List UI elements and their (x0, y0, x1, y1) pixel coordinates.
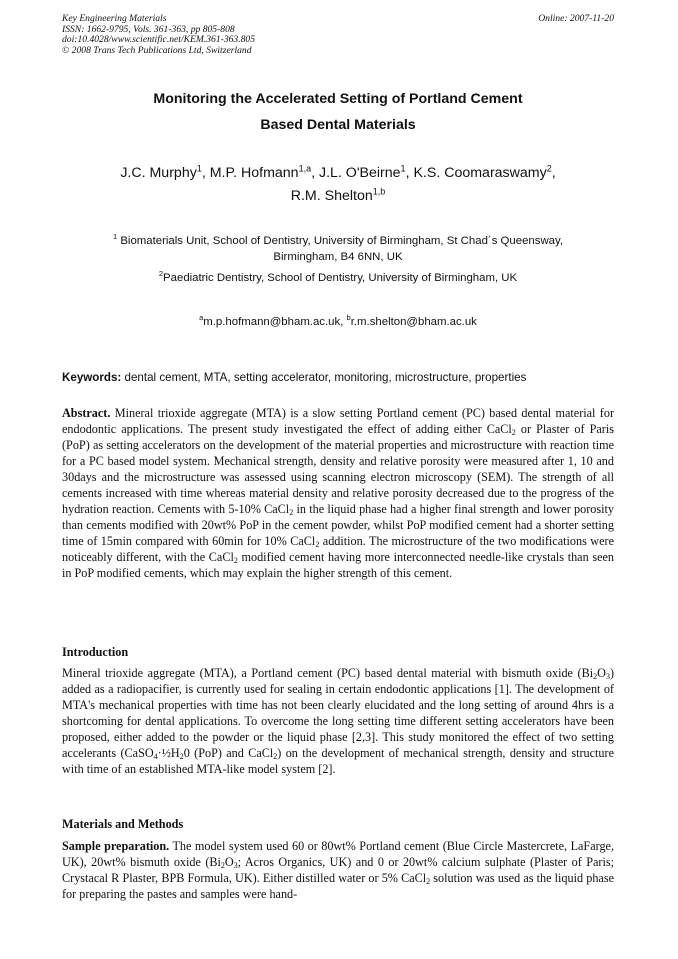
affiliation-1 (62, 233, 614, 265)
paper-title (62, 86, 614, 138)
subscript: 2 (289, 508, 294, 517)
subscript: 3 (233, 861, 238, 870)
title-line-2: Based Dental Materials (260, 117, 416, 133)
author-name: R.M. Shelton (290, 188, 373, 204)
materials-text: O (224, 855, 234, 869)
author-sup: 1 (196, 163, 202, 174)
subscript: 2 (179, 752, 184, 761)
subscript: 2 (511, 428, 516, 437)
affiliation-2 (62, 270, 614, 286)
author-list (62, 162, 614, 208)
subscript: 2 (220, 861, 225, 870)
intro-text: ) on the development of mechanical strength, density and structure with time of an established MTA-like model system [2]. (62, 746, 614, 776)
intro-text: 0 (PoP) and CaCl (183, 746, 274, 760)
affiliation-sup: 2 (158, 269, 164, 279)
authors-line-1: J.C. Murphy$^1$, M.P. Hofmann$^{1,a}$, J.L. O'Beirne$^1$, K.S. Coomaraswamy$^2$, (120, 163, 556, 181)
abstract-text: modified cement having more interconnected needle-like crystals than seen in PoP modified cements, which may explain the higher strength of this cement. (62, 550, 615, 580)
email-sup: a (199, 313, 204, 323)
section-heading-materials: Materials and Methods (62, 817, 184, 831)
materials-text: solution was used as the liquid phase for preparing the pastes and samples were hand- (62, 871, 614, 901)
author-name: M.P. Hofmann (209, 165, 299, 181)
intro-text: O (597, 666, 606, 680)
author-name: J.C. Murphy (120, 165, 197, 181)
author-name: J.L. O'Beirne (318, 165, 401, 181)
keywords-label: Keywords: (62, 371, 122, 384)
intro-text: Mineral trioxide aggregate (MTA), a Portland cement (PC) based dental material with bismuth oxide (Bi (62, 666, 594, 680)
section-heading-introduction: Introduction (62, 645, 129, 659)
author-sup: 1,a (298, 163, 312, 174)
author-sup: 2 (546, 163, 552, 174)
abstract-text: in the liquid phase had a higher final strength and lower porosity than cements modified with 20wt% PoP in the cement powder, whilst PoP modified cement had a shorter setting time of 15min compared with 60min for 10% CaCl (62, 502, 614, 548)
subscript: 2 (273, 752, 278, 761)
title-line-1: Monitoring the Accelerated Setting of Portland Cement (153, 91, 523, 107)
doi-line: doi:10.4028/www.scientific.net/KEM.361-363.805 (62, 34, 256, 46)
abstract-label: Abstract. (62, 406, 111, 420)
email-sup: b (346, 313, 351, 323)
affiliation-sup: 1 (112, 232, 118, 242)
authors-line-2 (62, 185, 614, 208)
subscript: 2 (315, 540, 320, 549)
author-name: K.S. Coomaraswamy (413, 165, 547, 181)
author-sup: 1,b (372, 186, 386, 197)
subscript: 3 (605, 672, 610, 681)
materials-text: The model system used 60 or 80wt% Portland cement (Blue Circle Mastercrete, LaFarge, UK), 20wt% bismuth oxide (Bi (62, 839, 615, 869)
issn-line: ISSN: 1662-9795, Vols. 361-363, pp 805-808 (62, 23, 235, 35)
email-link-b[interactable]: r.m.shelton@bham.ac.uk (350, 316, 477, 328)
subsection-label: Sample preparation. (62, 839, 170, 853)
affiliation-1-line-1 (62, 233, 614, 249)
intro-text: ·½H (157, 746, 180, 760)
affiliation-text: Biomaterials Unit, School of Dentistry, University of Birmingham, St Chad´s Queensway, (120, 235, 564, 247)
abstract-text: or Plaster of Paris (PoP) as setting accelerators on the development of the material properties and microstructure with reaction time for a PC based model system. Mechanical strength, density and relative porosity were measured after 1, 10 and 30days and the microstructure was assessed using scanning electron microscopy (SEM). The strength of all cements increased with time whereas material density and relative porosity decreased due to the progress of the hydration reaction. Cements with 5-10% CaCl (62, 422, 614, 516)
subscript: 2 (426, 877, 431, 886)
subscript: 2 (593, 672, 598, 681)
author-sup: 1 (400, 163, 406, 174)
subscript: 4 (153, 752, 158, 761)
copyright-line: © 2008 Trans Tech Publications Ltd, Switzerland (62, 44, 252, 56)
journal-header (62, 14, 614, 56)
affiliation-text: Paediatric Dentistry, School of Dentistry, University of Birmingham, UK (163, 272, 518, 284)
email-link-a[interactable]: m.p.hofmann@bham.ac.uk (203, 316, 341, 328)
abstract-text: Mineral trioxide aggregate (MTA) is a slow setting Portland cement (PC) based dental material for endodontic applications. The present study investigated the effect of adding either CaCl (62, 406, 615, 436)
keywords-text: dental cement, MTA, setting accelerator, monitoring, microstructure, properties (124, 371, 527, 384)
abstract-text: addition. The microstructure of the two modifications were noticeably different, with the CaCl (62, 534, 614, 564)
introduction-paragraph (62, 665, 614, 777)
intro-text: ) added as a radiopacifier, is currently used for sealing in certain endodontic applications [1]. The development of MTA's mechanical properties with time has not been clearly elucidated and the long setting of around 4hrs is a shortcoming for dental applications. To overcome the long setting time different setting accelerators have been proposed, either added to the powder or the liquid phase [2,3]. This study monitored the effect of two setting accelerants (CaSO (62, 666, 614, 760)
affiliation-1-line-2: Birmingham, B4 6NN, UK (273, 251, 403, 263)
email-line: $^a$m.p.hofmann@bham.ac.uk, $^b$r.m.shelton@bham.ac.uk (199, 313, 477, 328)
subscript: 2 (233, 556, 238, 565)
materials-paragraph (62, 838, 614, 902)
keywords-line (62, 370, 614, 385)
abstract-paragraph (62, 405, 614, 581)
journal-name: Key Engineering Materials (62, 13, 167, 24)
online-date: Online: 2007-11-20 (538, 13, 614, 24)
materials-text: ; Acros Organics, UK) and 0 or 20wt% calcium sulphate (Plaster of Paris; Crystacal R Plaster, BPB Formula, UK). Either distilled water or 5% CaCl (62, 855, 614, 885)
